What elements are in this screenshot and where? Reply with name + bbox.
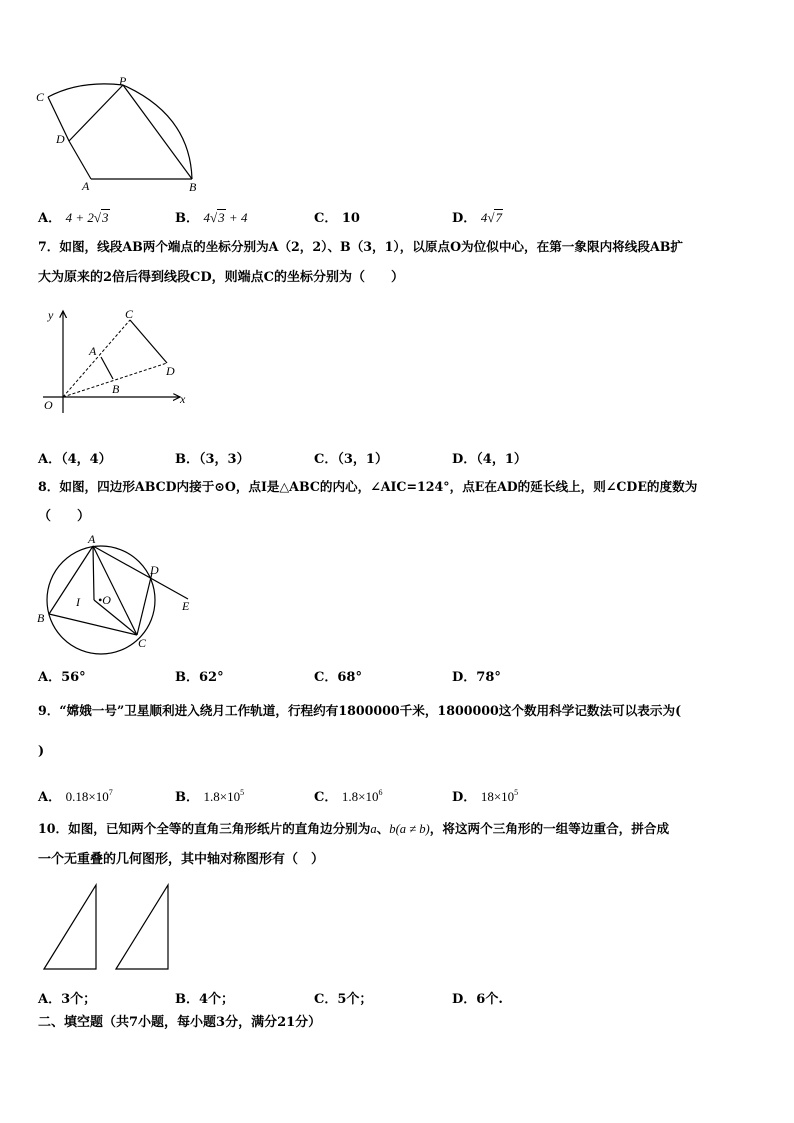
q8-label-d: D	[150, 563, 159, 577]
q10-option-d	[452, 988, 503, 1007]
section2-title: 二、填空题（共7小题，每小题3分，满分21分）	[38, 1015, 322, 1030]
q10-triangle-1	[44, 885, 96, 969]
q7-label-o: O	[44, 398, 53, 412]
q8-stem-line1: 8．如图，四边形ABCD内接于⊙O，点I是△ABC的内心，∠AIC=124°，点E在AD的延长线上，则∠CDE的度数为	[38, 479, 698, 494]
q8-option-d	[452, 666, 501, 685]
q8-option-a	[38, 666, 86, 685]
q6-option-a-letter: A．	[38, 211, 62, 226]
q9-option-c	[314, 786, 382, 805]
q7-option-c-value: （3，1）	[337, 452, 388, 467]
q7-option-c-letter: C．	[314, 452, 338, 467]
q6-label-d: D	[56, 132, 65, 146]
q8-seg-ac	[93, 546, 137, 635]
q9-option-b-exp: 5	[240, 788, 245, 797]
q9-stem-line2: )	[38, 744, 45, 759]
q7-seg-cd	[130, 320, 167, 363]
q7-option-d	[452, 448, 527, 467]
q7-label-b: B	[112, 382, 120, 396]
q8-option-b-letter: B．	[175, 670, 199, 685]
q9-option-c-base: 1.8×10	[341, 789, 379, 804]
q6-label-c: C	[36, 90, 45, 104]
q10-var-b: b	[389, 822, 396, 836]
q7-stem-line2: 大为原来的2倍后得到线段CD，则端点C的坐标分别为（ ）	[38, 270, 405, 285]
q10-option-c	[314, 988, 372, 1007]
q8-seg-ai	[93, 546, 94, 600]
q6-figure	[30, 75, 210, 195]
q6-arc-cp	[48, 84, 123, 97]
q7-option-d-letter: D．	[452, 452, 477, 467]
q10-option-a-letter: A．	[38, 992, 62, 1007]
q10-option-b-value: 4个；	[199, 992, 235, 1007]
q6-option-c-letter: C．	[314, 211, 338, 226]
q7-label-c: C	[125, 307, 134, 321]
q9-option-a	[38, 786, 113, 805]
q6-seg-dp	[69, 85, 123, 141]
q7-option-a	[38, 448, 112, 467]
q6-option-d-value: 4√7	[480, 210, 502, 225]
q10-stem-line2: 一个无重叠的几何图形，其中轴对称图形有（ ）	[38, 852, 325, 867]
q7-option-c	[314, 448, 388, 467]
q10-stem-line1	[38, 815, 669, 843]
q10-option-c-value: 5个；	[337, 992, 373, 1007]
q8-label-b: B	[37, 611, 45, 625]
q6-option-b	[175, 207, 247, 226]
q6-option-d-letter: D．	[452, 211, 477, 226]
q10-option-a-value: 3个；	[61, 992, 97, 1007]
q9-option-d-exp: 5	[514, 788, 519, 797]
q9-option-a-base: 0.18×10	[65, 789, 109, 804]
q8-label-i: I	[76, 595, 80, 609]
q8-label-o: •O	[98, 593, 111, 607]
q9-option-c-letter: C．	[314, 790, 338, 805]
q10-option-b-letter: B．	[175, 992, 199, 1007]
q10-option-d-value: 6个.	[476, 992, 503, 1007]
q6-seg-pb	[123, 85, 192, 179]
q9-option-d-base: 18×10	[480, 789, 515, 804]
q8-option-c-value: 68°	[337, 670, 362, 685]
q7-option-a-value: （4，4）	[61, 452, 112, 467]
q7-label-a: A	[89, 344, 97, 358]
q10-var-a: a	[370, 822, 377, 836]
q7-label-x: x	[180, 392, 186, 406]
q10-option-d-letter: D．	[452, 992, 477, 1007]
q8-figure	[33, 530, 198, 655]
q10-triangle-2	[116, 885, 168, 969]
q10-condition: (a ≠ b)	[395, 822, 430, 836]
q6-option-c-value: 10	[341, 211, 360, 226]
q8-option-d-value: 78°	[476, 670, 501, 685]
q9-option-b-letter: B．	[175, 790, 199, 805]
q7-option-b-value: （3，3）	[199, 452, 250, 467]
q7-label-y: y	[48, 308, 54, 322]
q8-label-c: C	[138, 636, 147, 650]
q10-option-c-letter: C．	[314, 992, 338, 1007]
q10-stem-part1: 10．如图，已知两个全等的直角三角形纸片的直角边分别为	[38, 821, 371, 836]
q9-option-c-exp: 6	[378, 788, 383, 797]
q6-option-b-letter: B．	[175, 211, 199, 226]
q10-option-b	[175, 988, 234, 1007]
q6-label-b: B	[189, 180, 197, 194]
q9-option-d	[452, 786, 518, 805]
q9-option-b-base: 1.8×10	[203, 789, 241, 804]
q7-option-b-letter: B．	[175, 452, 199, 467]
q9-option-a-letter: A．	[38, 790, 62, 805]
q8-seg-ab	[49, 546, 93, 614]
q8-label-a: A	[88, 532, 96, 546]
q7-seg-ab	[101, 357, 113, 379]
q8-seg-ad-extended	[93, 546, 188, 599]
q10-figure	[38, 880, 178, 975]
q10-stem-part2: ，将这两个三角形的一组等边重合，拼合成	[429, 821, 670, 836]
q8-option-a-value: 56°	[61, 670, 86, 685]
q6-label-p: P	[119, 75, 127, 88]
q8-option-a-letter: A．	[38, 670, 62, 685]
q6-option-c	[314, 207, 360, 226]
q6-option-b-value: 4√3 + 4	[203, 210, 248, 225]
q6-option-d	[452, 207, 503, 226]
q7-stem-line1: 7．如图，线段AB两个端点的坐标分别为A（2，2）、B（3，1），以原点O为位似中心，在第一象限内将线段AB扩	[38, 239, 683, 254]
q6-label-a: A	[82, 179, 90, 193]
q7-option-d-value: （4，1）	[476, 452, 527, 467]
q10-option-a	[38, 988, 96, 1007]
q9-option-a-exp: 7	[108, 788, 113, 797]
q8-option-c-letter: C．	[314, 670, 338, 685]
q6-seg-da	[69, 141, 91, 179]
q7-option-b	[175, 448, 250, 467]
q7-figure	[35, 305, 195, 415]
q7-dash-oc	[63, 320, 130, 397]
q9-option-d-letter: D．	[452, 790, 477, 805]
q9-option-b	[175, 786, 244, 805]
q6-option-a	[38, 207, 110, 226]
q8-option-b	[175, 666, 224, 685]
q8-option-b-value: 62°	[199, 670, 224, 685]
q7-label-d: D	[166, 364, 175, 378]
q8-option-d-letter: D．	[452, 670, 477, 685]
q8-option-c	[314, 666, 362, 685]
q8-stem-line2: （ ）	[38, 509, 91, 524]
q9-stem-line1: 9．“嫦娥一号”卫星顺利进入绕月工作轨道，行程约有1800000千米，1800000这个数用科学记数法可以表示为(	[38, 703, 682, 718]
q8-label-e: E	[182, 599, 190, 613]
q6-option-a-value: 4 + 2√3	[65, 210, 109, 225]
q8-seg-cd	[137, 573, 152, 635]
q7-option-a-letter: A．	[38, 452, 62, 467]
q10-sep: 、	[376, 821, 390, 836]
